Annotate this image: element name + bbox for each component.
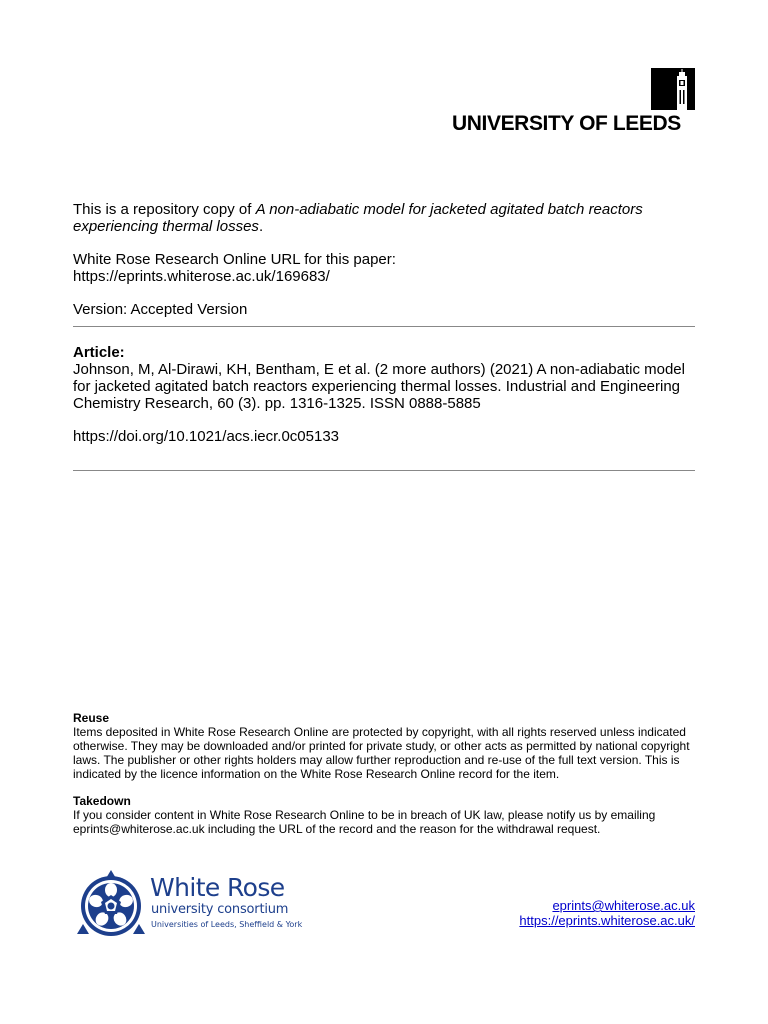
leeds-logo-text: UNIVERSITY OF LEEDS [452, 112, 681, 135]
takedown-text: If you consider content in White Rose Research Online to be in breach of UK law, please notify us by emailing eprints@whiterose.ac.uk including the URL of the record and the reason for the withdrawal request. [73, 808, 656, 836]
url-label: White Rose Research Online URL for this paper: [73, 251, 396, 268]
reuse-heading: Reuse [73, 711, 110, 725]
white-rose-title: White Rose [150, 873, 285, 902]
repository-intro [73, 201, 695, 235]
white-rose-emblem-icon [73, 868, 149, 940]
paper-title: A non-adiabatic model for jacketed agitated batch reactors experiencing thermal losses [73, 201, 643, 235]
leeds-tower-icon [651, 68, 695, 110]
paper-url[interactable]: https://eprints.whiterose.ac.uk/169683/ [73, 268, 330, 285]
article-citation: Johnson, M, Al-Dirawi, KH, Bentham, E et al. (2 more authors) (2021) A non-adiabatic model for jacketed agitated batch reactors experiencing thermal losses. Industrial and Engineering Chemistry Research, 60 (3). pp. 1316-1325. ISSN 0888-5885 [73, 361, 685, 412]
white-rose-subtitle: university consortium [151, 902, 289, 917]
email-link[interactable]: eprints@whiterose.ac.uk [552, 898, 695, 913]
intro-suffix: . [258, 218, 264, 235]
divider-bottom [73, 470, 695, 471]
divider-top [73, 326, 695, 327]
main-content [73, 201, 695, 471]
university-of-leeds-logo [452, 66, 696, 138]
reuse-text: Items deposited in White Rose Research Online are protected by copyright, with all rights reserved unless indicated otherwise. They may be downloaded and/or printed for private study, or other acts as permitted by national copyright laws. The publisher or other rights holders may allow further reproduction and re-use of the full text version. This is indicated by the licence information on the White Rose Research Online record for the item. [73, 725, 690, 781]
takedown-heading: Takedown [73, 794, 131, 808]
site-link[interactable]: https://eprints.whiterose.ac.uk/ [519, 912, 695, 928]
version-text: Version: Accepted Version [73, 301, 248, 318]
white-rose-logo [73, 868, 303, 940]
footer-links [519, 899, 695, 928]
white-rose-tagline: Universities of Leeds, Sheffield & York [151, 920, 303, 929]
intro-prefix: This is a repository copy of [73, 201, 256, 218]
doi-link[interactable]: https://doi.org/10.1021/acs.iecr.0c05133 [73, 428, 340, 445]
rights-section [73, 711, 695, 836]
article-heading: Article: [73, 344, 125, 361]
